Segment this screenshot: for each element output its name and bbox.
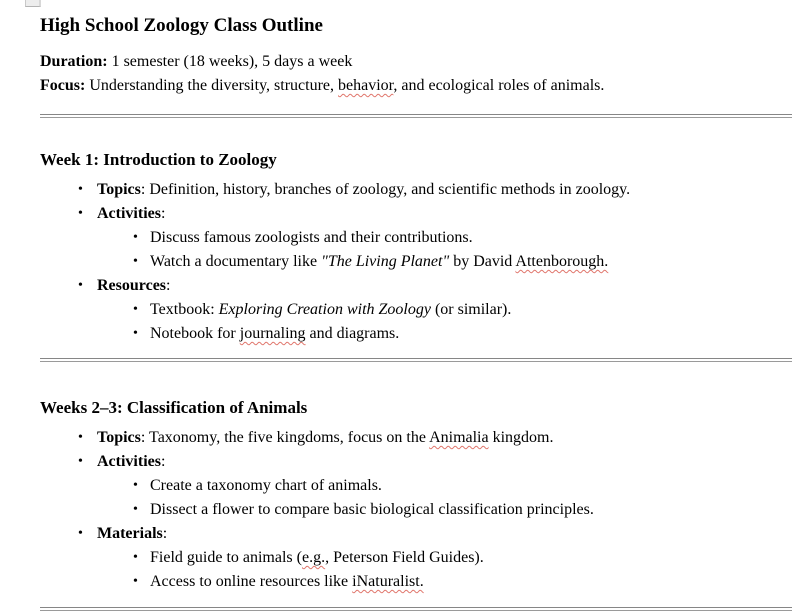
topics-label: Topics: [97, 429, 141, 446]
week1-heading: Week 1: Introduction to Zoology: [40, 150, 277, 169]
resource-text: and diagrams.: [305, 325, 400, 342]
focus-text: Understanding the diversity, structure,: [85, 77, 339, 94]
bullet-icon: •: [78, 206, 83, 221]
section-divider: [40, 114, 792, 118]
focus-label: Focus:: [40, 77, 86, 94]
duration-line: [40, 50, 792, 74]
materials-colon: :: [162, 525, 168, 542]
list-item-topics: [40, 178, 792, 202]
focus-text: , and ecological roles of animals.: [393, 77, 605, 94]
documentary-title: "The Living Planet": [321, 253, 450, 270]
misspelled-word: Attenborough.: [515, 253, 609, 270]
misspelled-word: e.g.: [301, 549, 326, 566]
bullet-icon: •: [133, 254, 138, 269]
doc-title: High School Zoology Class Outline: [40, 15, 323, 36]
resource-text: Notebook for: [150, 325, 240, 342]
bullet-icon: •: [133, 302, 138, 317]
resource-text: Textbook:: [150, 301, 219, 318]
material-text: Access to online resources like: [150, 573, 353, 590]
list-item-activities: [40, 202, 792, 226]
activities-colon: :: [160, 453, 166, 470]
topics-label: Topics: [97, 181, 141, 198]
bullet-icon: •: [78, 278, 83, 293]
weeks23-heading: Weeks 2–3: Classification of Animals: [40, 398, 308, 417]
bullet-icon: •: [133, 326, 138, 341]
bullet-icon: •: [133, 550, 138, 565]
bullet-icon: •: [133, 502, 138, 517]
book-title: Exploring Creation with Zoology: [218, 301, 431, 318]
materials-label: Materials: [97, 525, 163, 542]
list-item-resource: [40, 322, 792, 346]
bullet-icon: •: [133, 230, 138, 245]
list-item-material: [40, 546, 792, 570]
section-divider: [40, 358, 792, 362]
bullet-icon: •: [133, 574, 138, 589]
topics-text: : Taxonomy, the five kingdoms, focus on the: [140, 429, 430, 446]
misspelled-word: journaling: [239, 325, 306, 342]
activity-text: Create a taxonomy chart of animals.: [150, 477, 382, 494]
bullet-icon: •: [78, 182, 83, 197]
list-item-activity: [40, 250, 792, 274]
list-item-resources: [40, 274, 792, 298]
duration-value: 1 semester (18 weeks), 5 days a week: [107, 53, 353, 70]
topics-text: : Definition, history, branches of zoology, and scientific methods in zoology.: [140, 181, 631, 198]
material-text: Field guide to animals (: [150, 549, 302, 566]
activity-text: by David: [449, 253, 516, 270]
list-item-activity: [40, 498, 792, 522]
section-divider: [40, 607, 792, 611]
topics-text: kingdom.: [488, 429, 554, 446]
list-item-activity: [40, 226, 792, 250]
material-text: , Peterson Field Guides).: [325, 549, 484, 566]
resources-label: Resources: [97, 277, 167, 294]
misspelled-word: iNaturalist.: [352, 573, 424, 590]
bullet-icon: •: [78, 430, 83, 445]
list-item-materials: [40, 522, 792, 546]
list-item-activity: [40, 474, 792, 498]
list-item-activities: [40, 450, 792, 474]
bullet-icon: •: [78, 454, 83, 469]
activity-text: Watch a documentary like: [150, 253, 322, 270]
list-item-topics: [40, 426, 792, 450]
activity-text: Discuss famous zoologists and their contributions.: [150, 229, 473, 246]
misspelled-word: Animalia: [429, 429, 489, 446]
resource-text: (or similar).: [430, 301, 512, 318]
duration-label: Duration:: [40, 53, 108, 70]
focus-line: [40, 74, 792, 98]
top-edge-ui-fragment: [25, 0, 41, 7]
activities-label: Activities: [97, 453, 161, 470]
activities-label: Activities: [97, 205, 161, 222]
misspelled-word: behavior: [338, 77, 394, 94]
list-item-resource: [40, 298, 792, 322]
activities-colon: :: [160, 205, 166, 222]
list-item-material: [40, 570, 792, 594]
bullet-icon: •: [133, 478, 138, 493]
bullet-icon: •: [78, 526, 83, 541]
resources-colon: :: [166, 277, 171, 294]
activity-text: Dissect a flower to compare basic biological classification principles.: [150, 501, 594, 518]
